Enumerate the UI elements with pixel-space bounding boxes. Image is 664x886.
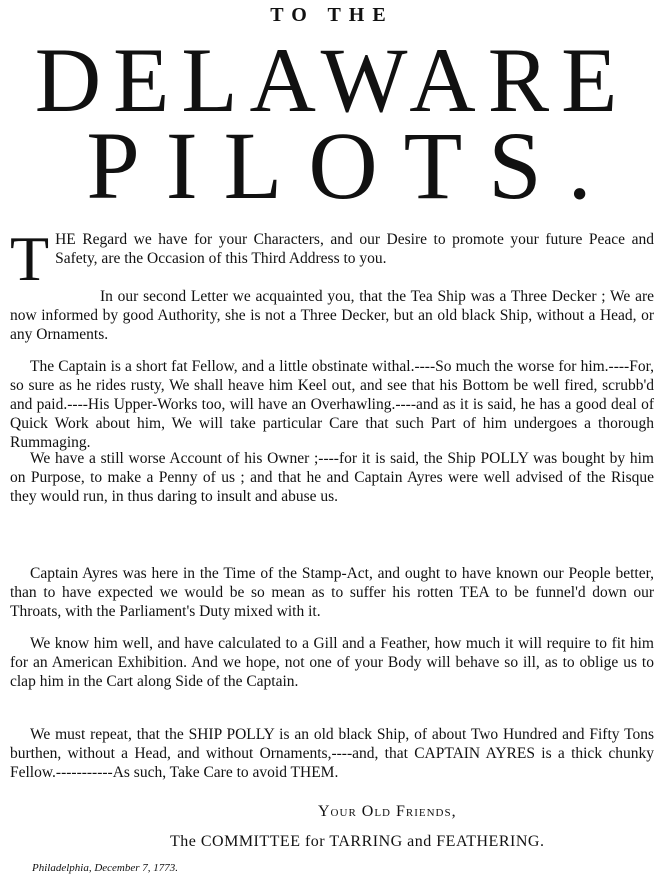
paragraph-5: Captain Ayres was here in the Time of the Stamp-Act, and ought to have known our People better, than to have expected we would be so mean as to suffer his rotten TEA to be funnel'd down our Throats, with the Parliament's Duty mixed with it. (10, 565, 654, 620)
heading-delaware: DELAWARE (34, 29, 630, 131)
paragraph-4: We have a still worse Account of his Owner ;----for it is said, the Ship POLLY was bought by him on Purpose, to make a Penny of us ; and that he and Captain Ayres were well advised of the Risque they would run, in thus daring to insult and abuse us. (10, 450, 654, 505)
signature-line-1: Your Old Friends, (318, 803, 457, 820)
drop-cap: T (10, 223, 50, 294)
signature-line-2: The COMMITTEE for TARRING and FEATHERING. (170, 833, 545, 850)
dateline: Philadelphia, December 7, 1773. (32, 862, 179, 874)
paragraph-1-text: HE Regard we have for your Characters, and our Desire to promote your future Peace and Safety, are the Occasion of this Third Address to you. (55, 231, 654, 267)
paragraph-2: In our second Letter we acquainted you, that the Tea Ship was a Three Decker ; We are now informed by good Authority, she is not a Three Decker, but an old black Ship, without a Head, or any Ornaments. (10, 288, 654, 343)
paragraph-1 (10, 223, 654, 294)
paragraph-3: The Captain is a short fat Fellow, and a little obstinate withal.----So much the worse for him.----For, so sure as he rides rusty, We shall heave him Keel out, and see that his Bottom be well fired, scrubb'd and paid.----His Upper-Works too, will have an Overhawling.----and as it is said, he has a good deal of Quick Work about him, We will take particular Care that such Part of him undergoes a thorough Rummaging. (10, 358, 654, 451)
heading-to-the: TO THE (270, 4, 394, 26)
paragraph-6: We know him well, and have calculated to a Gill and a Feather, how much it will require to fit him for an American Exhibition. And we hope, not one of your Body will behave so ill, as to oblige us to clap him in the Cart along Side of the Captain. (10, 635, 654, 690)
heading-pilots: PILOTS. (86, 112, 618, 219)
paragraph-7: We must repeat, that the SHIP POLLY is an old black Ship, of about Two Hundred and Fifty Tons burthen, without a Head, and without Ornaments,----and, that CAPTAIN AYRES is a thick chunky Fellow.-----------As such, Take Care to avoid THEM. (10, 726, 654, 781)
